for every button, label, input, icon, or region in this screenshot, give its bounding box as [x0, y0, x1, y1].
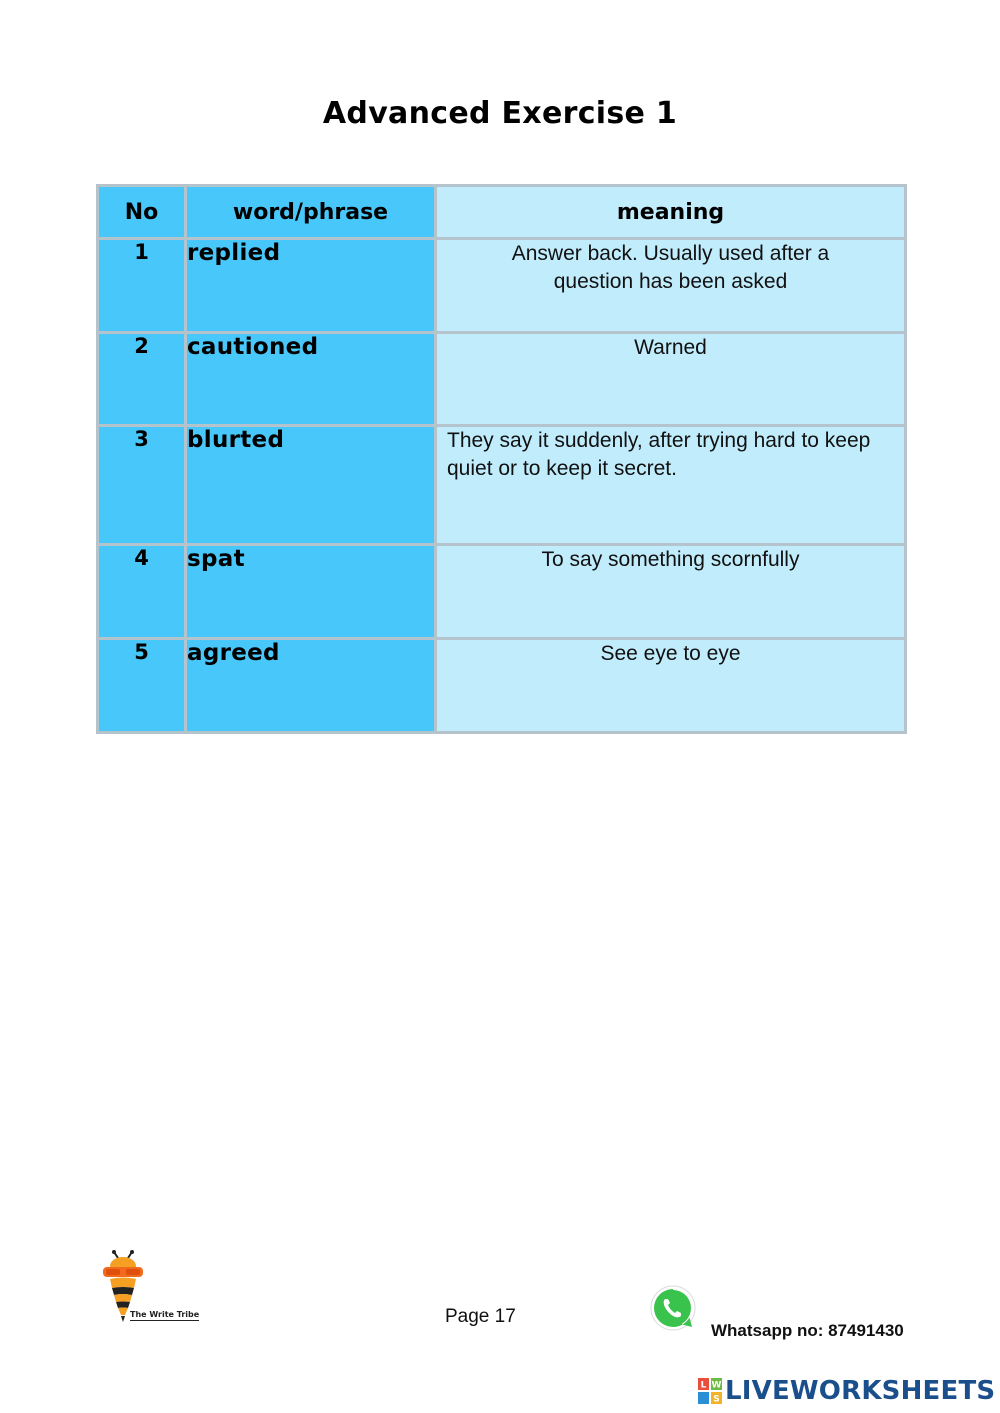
vocabulary-table: [96, 184, 907, 734]
row-word: agreed: [186, 639, 436, 733]
table-row: [98, 426, 906, 545]
whatsapp-icon: [648, 1283, 698, 1333]
header-word-phrase: word/phrase: [186, 186, 436, 239]
row-number: 3: [98, 426, 186, 545]
liveworksheets-logo-icon: [698, 1378, 722, 1404]
table-row: [98, 639, 906, 733]
table-row: [98, 333, 906, 426]
row-meaning: To say something scornfully: [436, 545, 906, 639]
row-number: 4: [98, 545, 186, 639]
logo-text: The Write Tribe: [130, 1310, 200, 1319]
row-number: 1: [98, 239, 186, 333]
row-meaning: Answer back. Usually used after a question has been asked: [436, 239, 906, 333]
row-word: replied: [186, 239, 436, 333]
logo-letter: W: [711, 1380, 722, 1391]
logo-letter: S: [713, 1394, 720, 1404]
row-meaning: They say it suddenly, after trying hard to keep quiet or to keep it secret.: [436, 426, 906, 545]
header-no: No: [98, 186, 186, 239]
row-meaning: See eye to eye: [436, 639, 906, 733]
table-row: [98, 239, 906, 333]
whatsapp-number: Whatsapp no: 87491430: [711, 1321, 904, 1340]
logo-letter: L: [700, 1380, 707, 1391]
liveworksheets-brand: [698, 1376, 995, 1406]
row-number: 2: [98, 333, 186, 426]
brand-name: LIVEWORKSHEETS: [725, 1376, 996, 1406]
page-title: Advanced Exercise 1: [322, 96, 678, 131]
row-word: cautioned: [186, 333, 436, 426]
table-header-row: [98, 186, 906, 239]
page-number: Page 17: [445, 1306, 516, 1327]
table-row: [98, 545, 906, 639]
row-meaning: Warned: [436, 333, 906, 426]
header-meaning: meaning: [436, 186, 906, 239]
row-word: blurted: [186, 426, 436, 545]
row-number: 5: [98, 639, 186, 733]
row-word: spat: [186, 545, 436, 639]
